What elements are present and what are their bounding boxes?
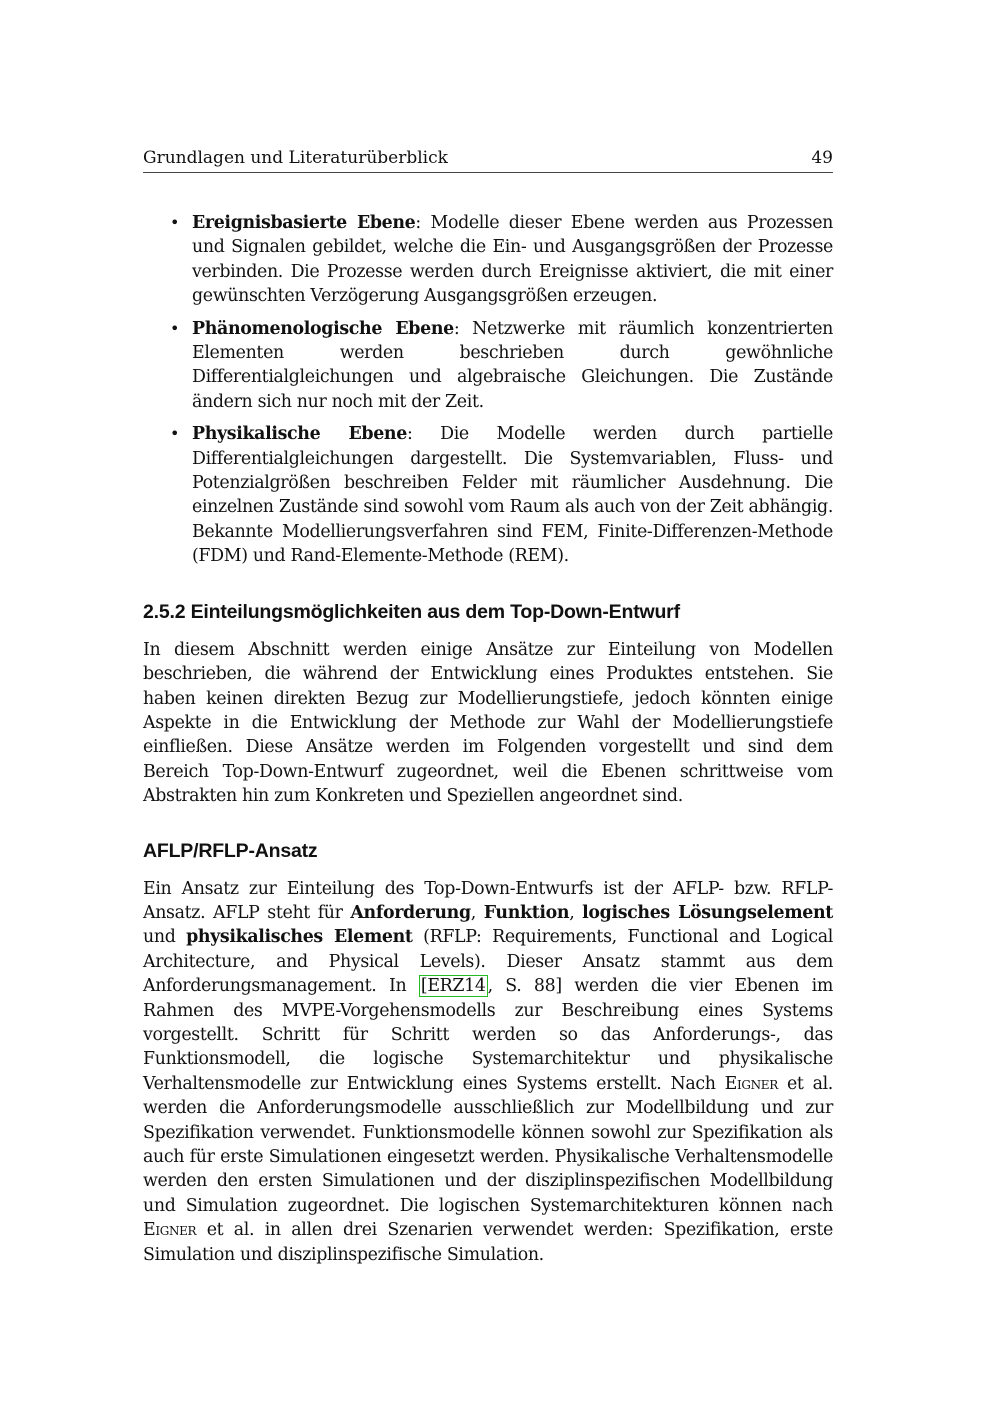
bullet-text: : Modelle dieser Ebene werden aus Prozessen und Signalen gebildet, welche die Ein- und Ausgangsgrößen der Prozesse verbinden. Die Prozesse werden durch Ereignisse aktiviert, die mit einer gewünschten Verzögerung Ausgangsgrößen erzeugen. bbox=[192, 213, 834, 307]
author-name: Eigner bbox=[724, 1073, 778, 1094]
page-number: 49 bbox=[811, 148, 833, 168]
header-title: Grundlagen und Literaturüberblick bbox=[143, 148, 448, 168]
bullet-icon: • bbox=[170, 318, 180, 338]
subsection-paragraph bbox=[143, 877, 833, 1268]
bullet-term: Ereignisbasierte Ebene bbox=[192, 213, 416, 233]
section-paragraph: In diesem Abschnitt werden einige Ansätze zur Einteilung von Modellen beschrieben, die während der Entwicklung eines Produktes entstehen. Sie haben keinen direkten Bezug zur Modellierungstiefe, jedoch könnten einige Aspekte in die Entwicklung der Methode zur Wahl der Modellierungstiefe einfließen. Diese Ansätze werden im Folgenden vorgestellt und sind dem Bereich Top-Down-Entwurf zugeordnet, weil die Ebenen schrittweise vom Abstrakten hin zum Konkreten und Speziellen angeordnet sind. bbox=[143, 639, 833, 807]
author-name: Eigner bbox=[143, 1220, 197, 1241]
bullet-text: : Netzwerke mit räumlich konzentrierten Elementen werden beschrieben durch gewöhnliche Differentialgleichungen und algebraische Gleichungen. Die Zustände ändern sich nur noch mit der Zeit. bbox=[192, 318, 833, 412]
section-heading: 2.5.2 Einteilungsmöglichkeiten aus dem Top-Down-Entwurf bbox=[143, 600, 680, 623]
bold-term: logisches Lösungselement bbox=[582, 902, 833, 923]
bold-term: physikalisches Element bbox=[186, 927, 413, 948]
bullet-term: Phänomenologische Ebene bbox=[192, 318, 454, 339]
subsection-heading: AFLP/RFLP-Ansatz bbox=[143, 839, 318, 862]
citation-link[interactable]: [ERZ14 bbox=[420, 976, 486, 997]
text-run: , bbox=[470, 902, 484, 923]
bold-term: Funktion bbox=[483, 902, 570, 923]
bullet-list bbox=[143, 211, 833, 569]
text-run: Ein Ansatz zur Einteilung des Top-Down-Entwurfs ist der AFLP- bzw. RFLP-Ansatz. AFLP steht für bbox=[143, 878, 833, 923]
bullet-icon: • bbox=[170, 213, 180, 232]
text-run: und bbox=[143, 927, 187, 948]
bullet-text: : Die Modelle werden durch partielle Differentialgleichungen dargestellt. Die Systemvariablen, Fluss- und Potenzialgrößen beschreiben Felder mit räumlicher Ausdehnung. Die einzelnen Zustände sind sowohl vom Raum als auch von der Zeit abhängig. Bekannte Modellierungsverfahren sind FEM, Finite-Differenzen-Methode (FDM) und Rand-Elemente-Methode (REM). bbox=[192, 424, 833, 567]
bullet-icon: • bbox=[170, 424, 180, 444]
bold-term: Anforderung bbox=[350, 902, 471, 923]
list-item bbox=[143, 422, 833, 568]
text-run: et al. in allen drei Szenarien verwendet werden: Spezifikation, erste Simulation und disziplinspezifische Simulation. bbox=[143, 1220, 833, 1265]
text-run: et al. werden die Anforderungsmodelle ausschließlich zur Modellbildung und zur Spezifikation verwendet. Funktionsmodelle können sowohl zur Spezifikation als auch für erste Simulationen eingesetzt werden. Physikalische Verhaltensmodelle werden den ersten Simulationen und der disziplinspezifischen Modellbildung und Simulation zugeordnet. Die logischen Systemarchitekturen können nach bbox=[143, 1073, 833, 1216]
text-run: , S. 88] werden die vier Ebenen im Rahmen des MVPE-Vorgehensmodells zur Beschreibung eines Systems vorgestellt. Schritt für Schritt werden so das Anforderungs-, das Funktionsmodell, die logische Systemarchitektur und physikalische Verhaltensmodelle zur Entwicklung eines Systems erstellt. Nach bbox=[143, 976, 833, 1094]
text-run: , bbox=[569, 902, 583, 923]
bullet-term: Physikalische Ebene bbox=[192, 424, 407, 445]
text-run: (RFLP: Requirements, Functional and Logical Architecture, and Physical Levels). Dieser Ansatz stammt aus dem Anforderungsmanagement. In bbox=[143, 927, 833, 997]
list-item bbox=[143, 211, 833, 309]
running-header bbox=[143, 146, 833, 173]
list-item bbox=[143, 317, 833, 415]
page bbox=[143, 146, 833, 1267]
